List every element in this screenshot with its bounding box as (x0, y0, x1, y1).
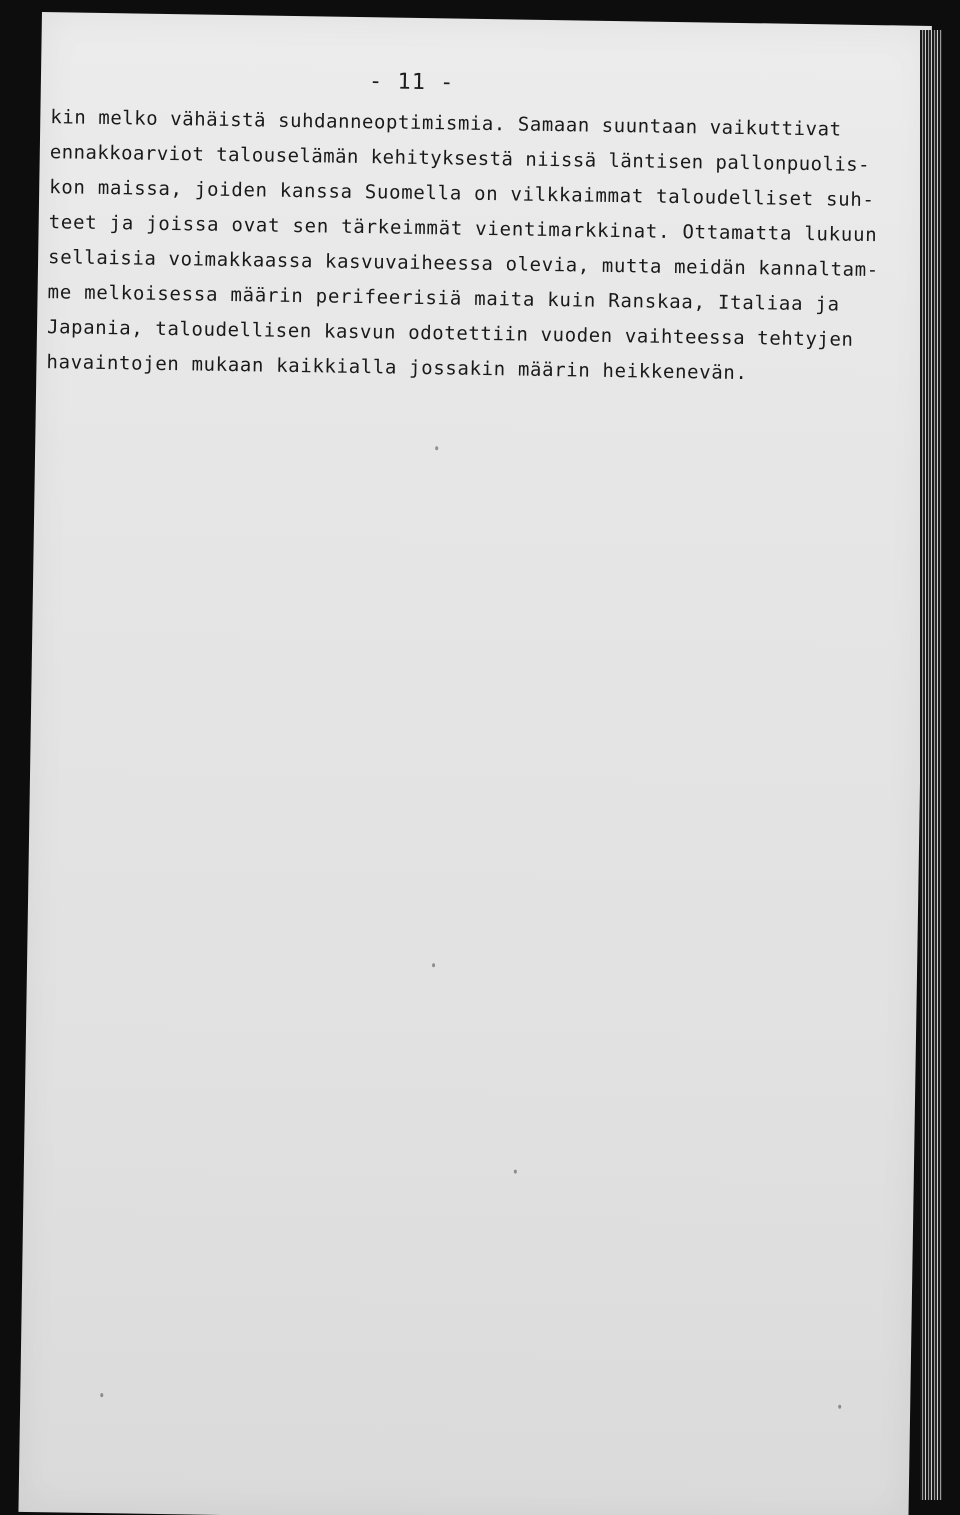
text-line: Japania, taloudellisen kasvun odotettiin vuoden vaihteessa tehtyjen (46, 316, 854, 351)
scan-speck (838, 1405, 841, 1409)
scan-speck (100, 1393, 103, 1397)
scan-speck (514, 1170, 517, 1174)
text-line: teet ja joissa ovat sen tärkeimmät vientimarkkinat. Ottamatta lukuun (48, 211, 878, 247)
scan-speck (435, 446, 438, 450)
body-paragraph (46, 100, 890, 393)
document-page (18, 12, 931, 1515)
scan-speck (432, 963, 435, 967)
page-number: - 11 - (368, 69, 455, 96)
text-line: sellaisia voimakkaassa kasvuvaiheessa olevia, mutta meidän kannaltam- (47, 246, 879, 282)
text-line: havaintojen mukaan kaikkialla jossakin määrin heikkenevän. (46, 351, 748, 385)
book-edge-strip (920, 30, 942, 1500)
text-line: ennakkoarviot talouselämän kehityksestä niissä läntisen pallonpuolis- (49, 141, 871, 177)
text-line: me melkoisessa määrin perifeerisiä maita kuin Ranskaa, Italiaa ja (47, 281, 840, 316)
text-line: kon maissa, joiden kanssa Suomella on vilkkaimmat taloudelliset suh- (49, 176, 875, 212)
text-line: kin melko vähäistä suhdanneoptimismia. Samaan suuntaan vaikuttivat (50, 106, 842, 141)
